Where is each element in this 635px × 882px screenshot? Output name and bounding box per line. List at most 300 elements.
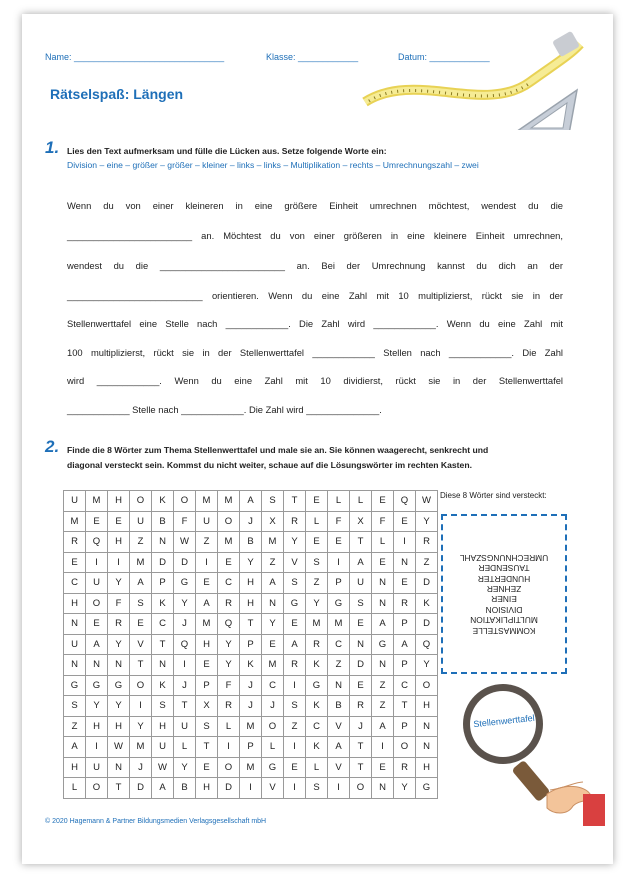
grid-cell[interactable]: N — [416, 737, 438, 758]
grid-cell[interactable]: O — [218, 757, 240, 778]
grid-cell[interactable]: E — [394, 511, 416, 532]
grid-cell[interactable]: L — [306, 511, 328, 532]
grid-cell[interactable]: I — [284, 737, 306, 758]
grid-cell[interactable]: D — [130, 778, 152, 799]
grid-cell[interactable]: Q — [416, 634, 438, 655]
magnifier-label: Stellenwerttafel — [472, 712, 536, 730]
grid-row — [64, 778, 438, 799]
grid-cell[interactable]: Q — [174, 634, 196, 655]
grid-cell[interactable]: E — [64, 552, 86, 573]
grid-cell[interactable]: O — [174, 491, 196, 512]
grid-cell[interactable]: I — [218, 737, 240, 758]
grid-cell[interactable]: W — [108, 737, 130, 758]
grid-cell[interactable]: Y — [108, 696, 130, 717]
solution-word: TAUSENDER — [478, 563, 530, 574]
grid-cell[interactable]: E — [284, 757, 306, 778]
task1-number: 1. — [45, 138, 60, 157]
grid-cell[interactable]: E — [306, 491, 328, 512]
grid-cell[interactable]: J — [262, 696, 284, 717]
cloze-line[interactable]: __________________________ orientieren. Wenn du eine Zahl mit 10 multiplizierst, rückt sie in der — [67, 290, 563, 301]
grid-cell[interactable]: A — [64, 737, 86, 758]
grid-cell[interactable]: Y — [394, 778, 416, 799]
grid-cell[interactable]: N — [108, 757, 130, 778]
grid-cell[interactable]: K — [306, 737, 328, 758]
grid-cell[interactable]: R — [350, 696, 372, 717]
grid-cell[interactable]: T — [240, 614, 262, 635]
grid-cell[interactable]: O — [86, 778, 108, 799]
grid-cell[interactable]: E — [196, 573, 218, 594]
grid-row — [64, 655, 438, 676]
grid-cell[interactable]: I — [372, 737, 394, 758]
grid-cell[interactable]: L — [306, 757, 328, 778]
grid-cell[interactable]: Z — [130, 532, 152, 553]
grid-cell[interactable]: R — [394, 757, 416, 778]
grid-cell[interactable]: V — [262, 778, 284, 799]
grid-cell[interactable]: K — [306, 655, 328, 676]
grid-cell[interactable]: F — [328, 511, 350, 532]
grid-row — [64, 696, 438, 717]
grid-cell[interactable]: D — [416, 573, 438, 594]
grid-cell[interactable]: H — [108, 532, 130, 553]
solution-word-list — [443, 516, 565, 672]
grid-cell[interactable]: E — [350, 614, 372, 635]
task2-instruction-line2: diagonal versteckt sein. Kommst du nicht weiter, schaue auf die Lösungswörter im rechten Kasten. — [67, 460, 472, 470]
grid-cell[interactable]: I — [240, 778, 262, 799]
grid-row — [64, 634, 438, 655]
grid-cell[interactable]: E — [394, 573, 416, 594]
grid-cell[interactable]: M — [130, 737, 152, 758]
grid-cell[interactable]: N — [152, 655, 174, 676]
grid-cell[interactable]: R — [64, 532, 86, 553]
grid-cell[interactable]: T — [152, 634, 174, 655]
grid-cell[interactable]: J — [240, 511, 262, 532]
grid-cell[interactable]: M — [328, 614, 350, 635]
grid-cell[interactable]: M — [86, 491, 108, 512]
grid-cell[interactable]: H — [108, 716, 130, 737]
grid-cell[interactable]: E — [218, 552, 240, 573]
solution-word: UMRECHNUNGSZAHL — [459, 552, 549, 563]
grid-cell[interactable]: D — [152, 552, 174, 573]
grid-cell[interactable]: W — [416, 491, 438, 512]
grid-cell[interactable]: U — [86, 573, 108, 594]
grid-cell[interactable]: U — [152, 737, 174, 758]
grid-row — [64, 716, 438, 737]
grid-row — [64, 593, 438, 614]
grid-cell[interactable]: M — [262, 532, 284, 553]
grid-cell[interactable]: K — [416, 593, 438, 614]
grid-row — [64, 552, 438, 573]
grid-cell[interactable]: U — [64, 491, 86, 512]
grid-cell[interactable]: J — [174, 614, 196, 635]
solution-header: Diese 8 Wörter sind versteckt: — [440, 491, 547, 500]
grid-cell[interactable]: K — [240, 655, 262, 676]
grid-cell[interactable]: E — [196, 655, 218, 676]
grid-cell[interactable]: H — [64, 593, 86, 614]
grid-cell[interactable]: B — [152, 511, 174, 532]
grid-cell[interactable]: A — [350, 552, 372, 573]
grid-cell[interactable]: A — [372, 614, 394, 635]
grid-cell[interactable]: H — [416, 696, 438, 717]
grid-cell[interactable]: O — [262, 716, 284, 737]
cloze-line[interactable]: 100 multiplizierst, rückt sie in der Stellenwerttafel ____________ Stellen nach ____________. Die Zahl — [67, 347, 563, 358]
grid-cell[interactable]: N — [64, 614, 86, 635]
cloze-line[interactable]: ____________ Stelle nach ____________. Die Zahl wird ______________. — [67, 404, 382, 415]
grid-cell[interactable]: L — [218, 716, 240, 737]
grid-cell[interactable]: H — [64, 757, 86, 778]
grid-cell[interactable]: M — [64, 511, 86, 532]
grid-cell[interactable]: R — [284, 655, 306, 676]
solution-word: MULTIPLIKATION — [470, 615, 538, 626]
grid-cell[interactable]: Y — [174, 757, 196, 778]
grid-cell[interactable]: A — [196, 593, 218, 614]
measuring-tape-icon — [355, 30, 595, 130]
grid-cell[interactable]: D — [218, 778, 240, 799]
grid-cell[interactable]: I — [86, 737, 108, 758]
grid-cell[interactable]: O — [218, 511, 240, 532]
grid-cell[interactable]: Y — [218, 655, 240, 676]
grid-row — [64, 737, 438, 758]
grid-cell[interactable]: H — [152, 716, 174, 737]
grid-cell[interactable]: P — [328, 573, 350, 594]
task1-word-bank: Division – eine – größer – größer – kleiner – links – links – Multiplikation – rechts – Umrechnungszahl – zwei — [67, 160, 479, 170]
grid-cell[interactable]: X — [196, 696, 218, 717]
grid-cell[interactable]: W — [152, 757, 174, 778]
grid-row — [64, 573, 438, 594]
grid-cell[interactable]: H — [416, 757, 438, 778]
cloze-line[interactable]: Wenn du von einer kleineren in eine größere Einheit umrechnen möchtest, wendest du die — [67, 200, 563, 211]
grid-cell[interactable]: O — [350, 778, 372, 799]
grid-cell[interactable]: Y — [174, 593, 196, 614]
grid-cell[interactable]: Z — [372, 675, 394, 696]
grid-cell[interactable]: Z — [64, 716, 86, 737]
grid-cell[interactable]: R — [416, 532, 438, 553]
grid-cell[interactable]: W — [174, 532, 196, 553]
grid-cell[interactable]: I — [108, 552, 130, 573]
grid-cell[interactable]: Z — [196, 532, 218, 553]
grid-cell[interactable]: U — [174, 716, 196, 737]
grid-cell[interactable]: G — [284, 593, 306, 614]
grid-cell[interactable]: A — [372, 716, 394, 737]
grid-cell[interactable]: X — [262, 511, 284, 532]
grid-cell[interactable]: R — [394, 593, 416, 614]
grid-cell[interactable]: E — [284, 614, 306, 635]
grid-cell[interactable]: H — [240, 593, 262, 614]
grid-cell[interactable]: D — [416, 614, 438, 635]
grid-cell[interactable]: I — [284, 675, 306, 696]
name-field[interactable]: Name: ______________________________ — [45, 52, 225, 62]
grid-cell[interactable]: G — [64, 675, 86, 696]
grid-cell[interactable]: Y — [218, 634, 240, 655]
grid-cell[interactable]: G — [416, 778, 438, 799]
grid-cell[interactable]: J — [174, 675, 196, 696]
grid-cell[interactable]: Z — [372, 696, 394, 717]
grid-cell[interactable]: L — [174, 737, 196, 758]
set-square-icon — [513, 90, 577, 130]
grid-cell[interactable]: L — [262, 737, 284, 758]
grid-cell[interactable]: E — [196, 757, 218, 778]
grid-cell[interactable]: T — [350, 737, 372, 758]
grid-cell[interactable]: I — [196, 552, 218, 573]
grid-cell[interactable]: Q — [86, 532, 108, 553]
grid-cell[interactable]: S — [196, 716, 218, 737]
grid-cell[interactable]: Y — [262, 614, 284, 635]
grid-cell[interactable]: J — [130, 757, 152, 778]
grid-cell[interactable]: K — [306, 696, 328, 717]
grid-cell[interactable]: E — [372, 491, 394, 512]
cloze-line[interactable]: wird ____________. Wenn du eine Zahl mit 10 dividierst, rückt sie in der Stellenwerttafel — [67, 375, 563, 386]
grid-cell[interactable]: Y — [108, 634, 130, 655]
grid-cell[interactable]: N — [372, 778, 394, 799]
grid-cell[interactable]: H — [86, 716, 108, 737]
grid-cell[interactable]: M — [262, 655, 284, 676]
grid-cell[interactable]: U — [64, 634, 86, 655]
grid-cell[interactable]: J — [240, 675, 262, 696]
grid-cell[interactable]: P — [152, 573, 174, 594]
grid-cell[interactable]: T — [350, 532, 372, 553]
grid-cell[interactable]: N — [394, 552, 416, 573]
grid-cell[interactable]: E — [86, 614, 108, 635]
grid-cell[interactable]: L — [350, 491, 372, 512]
grid-cell[interactable]: V — [284, 552, 306, 573]
grid-cell[interactable]: S — [306, 778, 328, 799]
grid-cell[interactable]: O — [394, 737, 416, 758]
solution-box — [441, 514, 567, 674]
grid-cell[interactable]: M — [196, 491, 218, 512]
grid-cell[interactable]: G — [328, 593, 350, 614]
grid-cell[interactable]: V — [328, 757, 350, 778]
cloze-line[interactable]: wendest du die ________________________ an. Bei der Umrechnung kannst du dich an der — [67, 260, 563, 271]
grid-cell[interactable]: F — [108, 593, 130, 614]
grid-cell[interactable]: U — [196, 511, 218, 532]
grid-cell[interactable]: C — [306, 716, 328, 737]
grid-cell[interactable]: Y — [416, 511, 438, 532]
grid-cell[interactable]: R — [108, 614, 130, 635]
grid-cell[interactable]: C — [328, 634, 350, 655]
grid-cell[interactable]: E — [372, 552, 394, 573]
grid-cell[interactable]: I — [394, 532, 416, 553]
grid-cell[interactable]: B — [328, 696, 350, 717]
grid-cell[interactable]: M — [240, 757, 262, 778]
grid-cell[interactable]: A — [152, 778, 174, 799]
grid-cell[interactable]: H — [196, 634, 218, 655]
grid-cell[interactable]: S — [130, 593, 152, 614]
grid-cell[interactable]: E — [372, 757, 394, 778]
grid-cell[interactable]: R — [284, 511, 306, 532]
grid-cell[interactable]: A — [284, 634, 306, 655]
grid-cell[interactable]: F — [174, 511, 196, 532]
solution-word: ZEHNER — [486, 584, 522, 594]
grid-cell[interactable]: E — [328, 532, 350, 553]
grid-cell[interactable]: P — [394, 655, 416, 676]
worksheet-title: Rätselspaß: Längen — [50, 86, 184, 102]
grid-cell[interactable]: P — [394, 716, 416, 737]
grid-cell[interactable]: U — [350, 573, 372, 594]
grid-cell[interactable]: T — [196, 737, 218, 758]
grid-cell[interactable]: Y — [240, 552, 262, 573]
grid-cell[interactable]: T — [108, 778, 130, 799]
grid-cell[interactable]: N — [372, 573, 394, 594]
grid-cell[interactable]: I — [284, 778, 306, 799]
grid-cell[interactable]: T — [130, 655, 152, 676]
grid-cell[interactable]: M — [218, 532, 240, 553]
grid-cell[interactable]: M — [130, 552, 152, 573]
grid-cell[interactable]: M — [240, 716, 262, 737]
grid-cell[interactable]: Y — [416, 655, 438, 676]
grid-cell[interactable]: I — [86, 552, 108, 573]
grid-cell[interactable]: I — [174, 655, 196, 676]
grid-cell[interactable]: Y — [306, 593, 328, 614]
grid-cell[interactable]: O — [416, 675, 438, 696]
grid-cell[interactable]: N — [108, 655, 130, 676]
grid-cell[interactable]: X — [350, 511, 372, 532]
grid-cell[interactable]: E — [130, 614, 152, 635]
grid-cell[interactable]: G — [306, 675, 328, 696]
grid-cell[interactable]: Q — [218, 614, 240, 635]
grid-cell[interactable]: S — [306, 552, 328, 573]
grid-cell[interactable]: A — [86, 634, 108, 655]
grid-cell[interactable]: H — [196, 778, 218, 799]
grid-cell[interactable]: F — [372, 511, 394, 532]
grid-cell[interactable]: A — [394, 634, 416, 655]
grid-cell[interactable]: K — [152, 491, 174, 512]
date-field[interactable]: Datum: ____________ — [398, 52, 490, 62]
grid-row — [64, 532, 438, 553]
grid-row — [64, 675, 438, 696]
grid-cell[interactable]: V — [130, 634, 152, 655]
grid-cell[interactable]: Z — [328, 655, 350, 676]
grid-cell[interactable]: U — [130, 511, 152, 532]
grid-cell[interactable]: C — [64, 573, 86, 594]
grid-cell[interactable]: Z — [262, 552, 284, 573]
grid-cell[interactable]: Y — [284, 532, 306, 553]
task1-instruction: Lies den Text aufmerksam und fülle die Lücken aus. Setze folgende Worte ein: — [67, 146, 387, 156]
grid-cell[interactable]: Z — [416, 552, 438, 573]
grid-row — [64, 491, 438, 512]
grid-cell[interactable]: C — [394, 675, 416, 696]
grid-cell[interactable]: T — [350, 757, 372, 778]
grid-cell[interactable]: G — [86, 675, 108, 696]
grid-cell[interactable]: H — [240, 573, 262, 594]
grid-cell[interactable]: C — [218, 573, 240, 594]
grid-cell[interactable]: S — [152, 696, 174, 717]
solution-word: EINER — [491, 594, 517, 605]
grid-cell[interactable]: M — [218, 491, 240, 512]
grid-cell[interactable]: S — [284, 573, 306, 594]
grid-cell[interactable]: T — [284, 491, 306, 512]
grid-cell[interactable]: E — [350, 675, 372, 696]
grid-row — [64, 614, 438, 635]
class-field[interactable]: Klasse: ____________ — [266, 52, 359, 62]
grid-cell[interactable]: A — [130, 573, 152, 594]
grid-cell[interactable]: P — [240, 737, 262, 758]
grid-cell[interactable]: R — [218, 696, 240, 717]
grid-cell[interactable]: T — [394, 696, 416, 717]
grid-cell[interactable]: C — [152, 614, 174, 635]
grid-cell[interactable]: N — [328, 675, 350, 696]
grid-cell[interactable]: G — [372, 634, 394, 655]
grid-cell[interactable]: E — [108, 511, 130, 532]
grid-cell[interactable]: Y — [86, 696, 108, 717]
grid-cell[interactable]: S — [284, 696, 306, 717]
grid-cell[interactable]: E — [86, 511, 108, 532]
grid-cell[interactable]: G — [108, 675, 130, 696]
grid-cell[interactable]: K — [152, 593, 174, 614]
grid-cell[interactable]: G — [262, 757, 284, 778]
grid-cell[interactable]: C — [262, 675, 284, 696]
copyright-footer: © 2020 Hagemann & Partner Bildungsmedien Verlagsgesellschaft mbH — [45, 818, 267, 825]
grid-cell[interactable]: B — [174, 778, 196, 799]
grid-cell[interactable]: I — [130, 696, 152, 717]
grid-cell[interactable]: P — [196, 675, 218, 696]
grid-cell[interactable]: A — [240, 491, 262, 512]
grid-cell[interactable]: R — [218, 593, 240, 614]
grid-cell[interactable]: P — [394, 614, 416, 635]
grid-cell[interactable]: B — [240, 532, 262, 553]
grid-cell[interactable]: N — [350, 634, 372, 655]
word-search-grid[interactable] — [63, 490, 438, 799]
grid-cell[interactable]: A — [262, 573, 284, 594]
grid-cell[interactable]: R — [306, 634, 328, 655]
grid-cell[interactable]: N — [372, 655, 394, 676]
grid-cell[interactable]: N — [64, 655, 86, 676]
grid-cell[interactable]: D — [350, 655, 372, 676]
grid-cell[interactable]: V — [328, 716, 350, 737]
grid-cell[interactable]: Y — [130, 716, 152, 737]
grid-cell[interactable]: S — [64, 696, 86, 717]
grid-cell[interactable]: I — [328, 778, 350, 799]
task2-instruction-line1: Finde die 8 Wörter zum Thema Stellenwerttafel und male sie an. Sie können waagerecht, senkrecht und — [67, 445, 489, 455]
grid-cell[interactable]: Z — [306, 573, 328, 594]
grid-cell[interactable]: Z — [284, 716, 306, 737]
grid-cell[interactable]: K — [152, 675, 174, 696]
grid-cell[interactable]: E — [262, 634, 284, 655]
grid-cell[interactable]: L — [64, 778, 86, 799]
grid-cell[interactable]: F — [218, 675, 240, 696]
grid-cell[interactable]: S — [350, 593, 372, 614]
grid-cell[interactable]: J — [350, 716, 372, 737]
grid-cell[interactable]: L — [328, 491, 350, 512]
grid-cell[interactable]: A — [328, 737, 350, 758]
grid-cell[interactable]: S — [262, 491, 284, 512]
grid-cell[interactable]: N — [262, 593, 284, 614]
grid-cell[interactable]: P — [240, 634, 262, 655]
cloze-line[interactable]: Stellenwerttafel eine Stelle nach ____________. Die Zahl wird ____________. Wenn du eine Zahl mit — [67, 318, 563, 329]
grid-cell[interactable]: T — [174, 696, 196, 717]
grid-row — [64, 757, 438, 778]
grid-cell[interactable]: M — [306, 614, 328, 635]
grid-cell[interactable]: N — [416, 716, 438, 737]
grid-cell[interactable]: Y — [108, 573, 130, 594]
grid-cell[interactable]: N — [152, 532, 174, 553]
cloze-line[interactable]: ________________________ an. Möchtest du von einer größeren in eine kleinere Einheit umrechnen, — [67, 230, 563, 241]
grid-cell[interactable]: O — [130, 675, 152, 696]
grid-cell[interactable]: O — [130, 491, 152, 512]
grid-cell[interactable]: M — [196, 614, 218, 635]
grid-cell[interactable]: G — [174, 573, 196, 594]
grid-cell[interactable]: Q — [394, 491, 416, 512]
grid-cell[interactable]: J — [240, 696, 262, 717]
grid-cell[interactable]: U — [86, 757, 108, 778]
grid-cell[interactable]: E — [306, 532, 328, 553]
grid-cell[interactable]: N — [372, 593, 394, 614]
solution-word: HUNDERTER — [477, 573, 531, 584]
grid-cell[interactable]: D — [174, 552, 196, 573]
grid-cell[interactable]: I — [328, 552, 350, 573]
grid-cell[interactable]: L — [372, 532, 394, 553]
grid-cell[interactable]: H — [108, 491, 130, 512]
grid-cell[interactable]: N — [86, 655, 108, 676]
grid-cell[interactable]: O — [86, 593, 108, 614]
